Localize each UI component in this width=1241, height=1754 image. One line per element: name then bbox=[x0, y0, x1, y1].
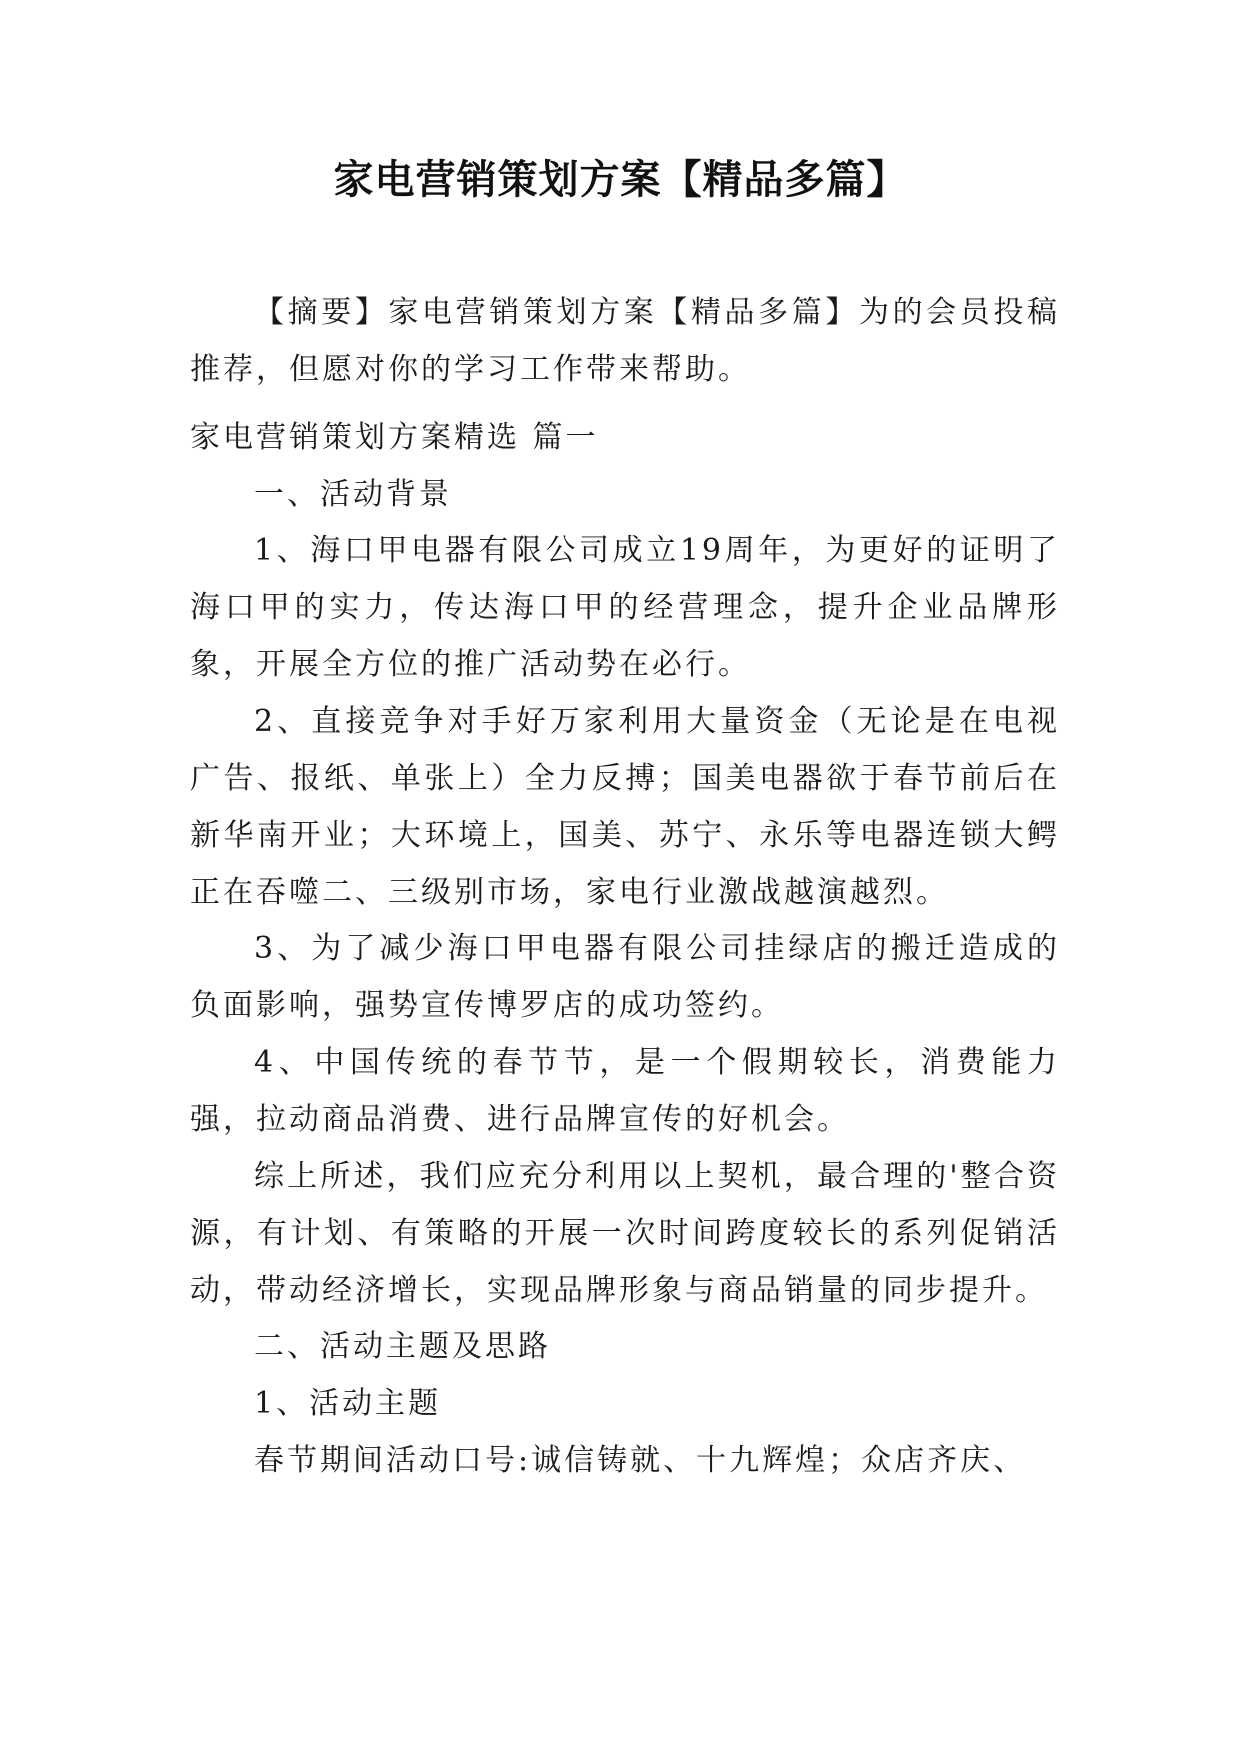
section-title: 家电营销策划方案精选 篇一 bbox=[190, 420, 599, 455]
paragraph-3: 3、为了减少海口甲电器有限公司挂绿店的搬迁造成的负面影响，强势宣传博罗店的成功签约。 bbox=[190, 931, 1060, 1023]
heading-activity-theme: 1、活动主题 bbox=[254, 1386, 442, 1421]
paragraph-5: 综上所述，我们应充分利用以上契机，最合理的'整合资源，有计划、有策略的开展一次时间跨度较长的系列促销活动，带动经济增长，实现品牌形象与商品销量的同步提升。 bbox=[190, 1159, 1060, 1308]
paragraph-4: 4、中国传统的春节节，是一个假期较长，消费能力强，拉动商品消费、进行品牌宣传的好机会。 bbox=[190, 1045, 1060, 1137]
document-title: 家电营销策划方案【精品多篇】 bbox=[333, 156, 908, 203]
paragraph-2: 2、直接竞争对手好万家利用大量资金（无论是在电视广告、报纸、单张上）全力反搏；国美电器欲于春节前后在新华南开业；大环境上，国美、苏宁、永乐等电器连锁大鳄正在吞噬二、三级别市场，家电行业激战越演越烈。 bbox=[190, 704, 1060, 910]
heading-activity-background: 一、活动背景 bbox=[254, 477, 452, 512]
paragraph-1: 1、海口甲电器有限公司成立19周年，为更好的证明了海口甲的实力，传达海口甲的经营理念，提升企业品牌形象，开展全方位的推广活动势在必行。 bbox=[190, 533, 1060, 682]
paragraph-6: 春节期间活动口号:诚信铸就、十九辉煌；众店齐庆、 bbox=[254, 1443, 1027, 1478]
heading-theme-and-approach: 二、活动主题及思路 bbox=[254, 1329, 551, 1364]
abstract-paragraph: 【摘要】家电营销策划方案【精品多篇】为的会员投稿推荐，但愿对你的学习工作带来帮助。 bbox=[190, 295, 1060, 387]
